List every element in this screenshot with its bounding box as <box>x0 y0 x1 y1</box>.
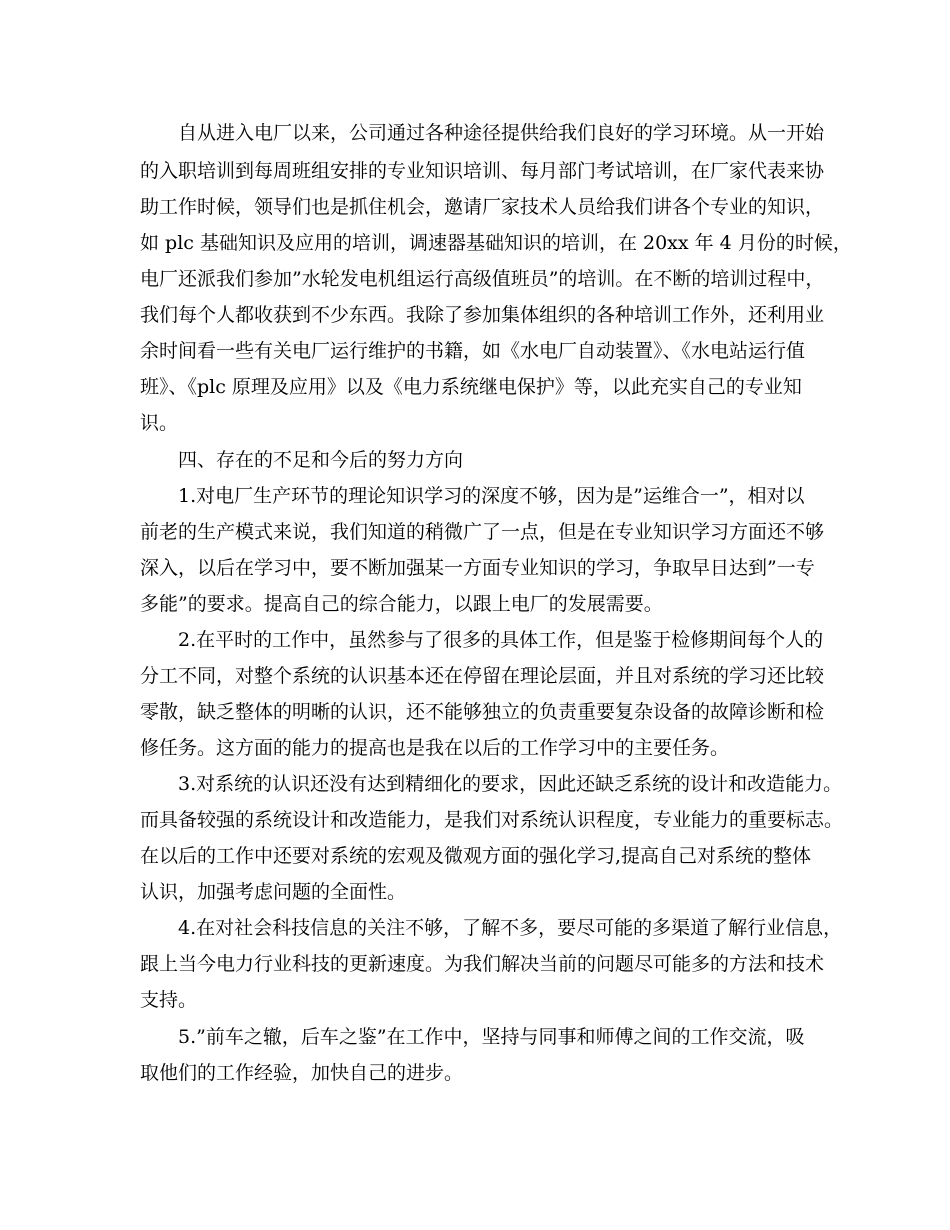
paragraph-line: 1.对电厂生产环节的理论知识学习的深度不够，因为是”运维合一”，相对以 <box>178 485 805 507</box>
paragraph-line: 5.”前车之辙，后车之鉴”在工作中，坚持与同事和师傅之间的工作交流，吸 <box>178 1026 805 1048</box>
paragraph-line: 修任务。这方面的能力的提高也是我在以后的工作学习中的主要任务。 <box>140 737 730 759</box>
paragraph-line: 前老的生产模式来说，我们知道的稍微广了一点，但是在专业知识学习方面还不够 <box>140 521 825 543</box>
paragraph-line: 4.在对社会科技信息的关注不够，了解不多，要尽可能的多渠道了解行业信息， <box>178 917 843 939</box>
paragraph-line: 多能”的要求。提高自己的综合能力，以跟上电厂的发展需要。 <box>140 593 663 615</box>
paragraph-line: 取他们的工作经验，加快自己的进步。 <box>140 1062 464 1084</box>
paragraph-line: 余时间看一些有关电厂运行维护的书籍，如《水电厂自动装置》、《水电站运行值 <box>140 340 806 362</box>
paragraph-line: 如 plc 基础知识及应用的培训，调速器基础知识的培训，在 20xx 年 4 月份的时候， <box>140 232 852 254</box>
paragraph-line: 认识，加强考虑问题的全面性。 <box>140 881 407 903</box>
paragraph-line: 的入职培训到每周班组安排的专业知识培训、每月部门考试培训，在厂家代表来协 <box>140 160 825 182</box>
paragraph-line: 分工不同，对整个系统的认识基本还在停留在理论层面，并且对系统的学习还比较 <box>140 665 825 687</box>
section-heading: 四、存在的不足和今后的努力方向 <box>178 449 464 471</box>
paragraph-line: 班》、《plc 原理及应用》以及《电力系统继电保护》等，以此充实自己的专业知 <box>140 376 802 398</box>
paragraph-line: 零散，缺乏整体的明晰的认识，还不能够独立的负责重要复杂设备的故障诊断和检 <box>140 701 825 723</box>
paragraph-line: 支持。 <box>140 989 198 1011</box>
paragraph-line: 深入，以后在学习中，要不断加强某一方面专业知识的学习，争取早日达到”一专 <box>140 557 815 579</box>
paragraph-line: 识。 <box>140 412 179 434</box>
paragraph-line: 在以后的工作中还要对系统的宏观及微观方面的强化学习,提高自己对系统的整体 <box>140 845 812 867</box>
paragraph-line: 2.在平时的工作中，虽然参与了很多的具体工作，但是鉴于检修期间每个人的 <box>178 629 824 651</box>
paragraph-line: 跟上当今电力行业科技的更新速度。为我们解决当前的问题尽可能多的方法和技术 <box>140 953 825 975</box>
paragraph-line: 而具备较强的系统设计和改造能力，是我们对系统认识程度，专业能力的重要标志。 <box>140 809 844 831</box>
paragraph-line: 3.对系统的认识还没有达到精细化的要求，因此还缺乏系统的设计和改造能力。 <box>178 773 843 795</box>
paragraph-line: 自从进入电厂以来，公司通过各种途径提供给我们良好的学习环境。从一开始 <box>178 122 825 144</box>
paragraph-line: 电厂还派我们参加”水轮发电机组运行高级值班员”的培训。在不断的培训过程中， <box>140 268 825 290</box>
paragraph-line: 助工作时候，领导们也是抓住机会，邀请厂家技术人员给我们讲各个专业的知识， <box>140 196 825 218</box>
paragraph-line: 我们每个人都收获到不少东西。我除了参加集体组织的各种培训工作外，还利用业 <box>140 304 825 326</box>
